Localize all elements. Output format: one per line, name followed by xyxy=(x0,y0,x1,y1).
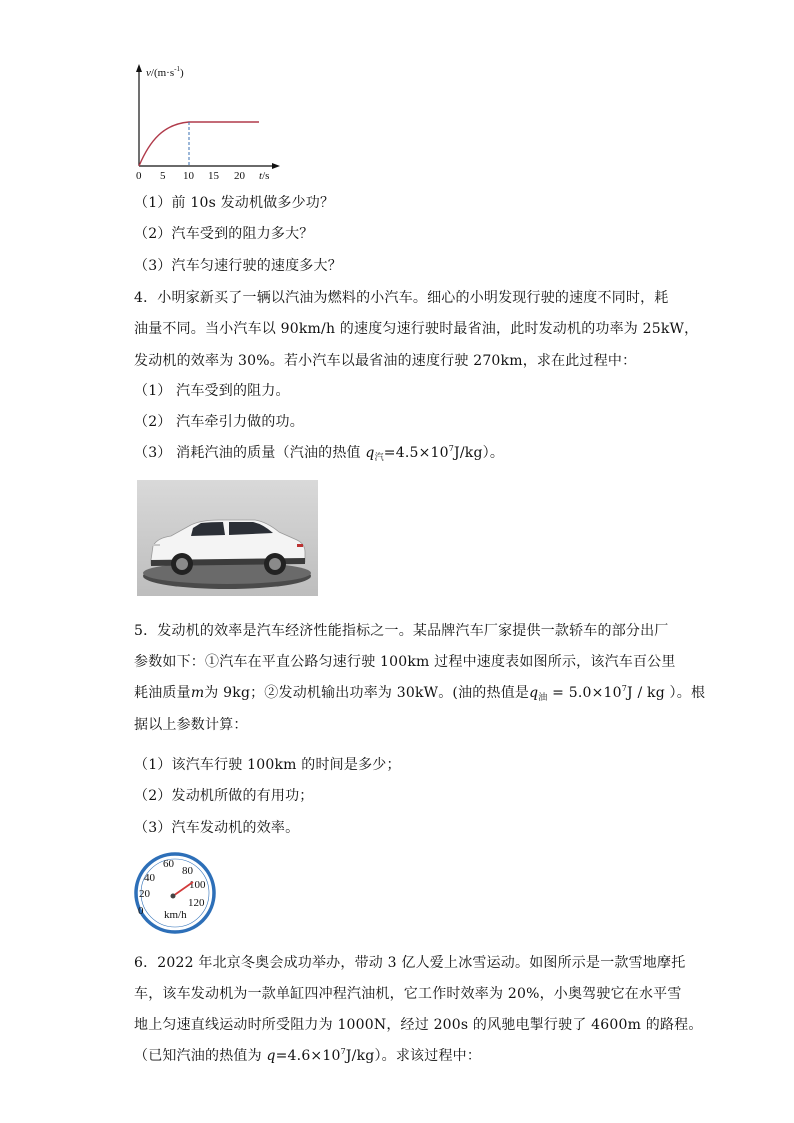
velocity-time-graph xyxy=(126,60,286,185)
speed-label: 100 xyxy=(189,879,206,891)
y-axis-label: $v/(m\cdot s^{-1})$ xyxy=(146,65,184,79)
velocity-curve xyxy=(139,122,259,166)
q3-item-2: （2）汽车受到的阻力多大？ xyxy=(134,226,314,242)
speed-label: 120 xyxy=(188,897,205,909)
q5-stem-line-4: 据以上参数计算： xyxy=(134,717,248,733)
q4-stem-line-2: 油量不同。当小汽车以 90km/h 的速度匀速行驶时最省油，此时发动机的功率为 25kW， xyxy=(134,321,699,337)
q5-stem-line-1: 5．发动机的效率是汽车经济性能指标之一。某品牌汽车厂家提供一款轿车的部分出厂 xyxy=(134,623,669,639)
q4-stem-line-1: 4．小明家新买了一辆以汽油为燃料的小汽车。细心的小明发现行驶的速度不同时，耗 xyxy=(134,290,669,306)
q5-stem-line-3: 耗油质量m为 9kg；②发动机输出功率为 30kW。(油的热值是$q_油 = 5.0\times 10^7J$ / kg ）。根 xyxy=(134,684,706,703)
q5-item-3: （3）汽车发动机的效率。 xyxy=(134,820,300,836)
speed-label: 40 xyxy=(144,872,155,884)
q4-item-2: （2） 汽车牵引力做的功。 xyxy=(134,414,304,430)
car-photo xyxy=(137,480,318,596)
x-tick-label: 10 xyxy=(183,170,194,182)
speedometer xyxy=(133,852,217,934)
speed-label: 60 xyxy=(163,858,174,870)
q5-stem-line-2: 参数如下：①汽车在平直公路匀速行驶 100km 过程中速度表如图所示，该汽车百公里 xyxy=(134,654,676,670)
q4-item-1: （1） 汽车受到的阻力。 xyxy=(134,383,290,399)
q6-stem-line-1: 6．2022 年北京冬奥会成功举办，带动 3 亿人爱上冰雪运动。如图所示是一款雪地摩托 xyxy=(134,955,686,971)
x-tick-label: 5 xyxy=(160,170,166,182)
q5-item-1: （1）该汽车行驶 100km 的时间是多少； xyxy=(134,757,401,773)
q5-item-2: （2）发动机所做的有用功； xyxy=(134,788,314,804)
origin-label: 0 xyxy=(136,170,142,182)
q3-item-1: （1）前 10s 发动机做多少功？ xyxy=(134,195,335,211)
speed-unit-label: km/h xyxy=(164,909,187,921)
x-tick-label: 20 xyxy=(234,170,245,182)
q6-stem-line-2: 车，该车发动机为一款单缸四冲程汽油机，它工作时效率为 20%，小奥驾驶它在水平雪 xyxy=(134,986,682,1002)
speed-label: 80 xyxy=(182,865,193,877)
speed-label: 20 xyxy=(139,888,150,900)
q6-stem-line-3: 地上匀速直线运动时所受阻力为 1000N，经过 200s 的风驰电掣行驶了 4600m 的路程。 xyxy=(134,1017,703,1033)
x-tick-label: 15 xyxy=(208,170,219,182)
x-axis-label: t/s xyxy=(259,170,270,182)
q6-stem-line-4: （已知汽油的热值为 $q=4.6\times 10^7J/kg$）。求该过程中： xyxy=(134,1047,482,1064)
q3-item-3: （3）汽车匀速行驶的速度多大？ xyxy=(134,258,342,274)
speed-label: 0 xyxy=(138,905,144,917)
q4-stem-line-3: 发动机的效率为 30%。若小汽车以最省油的速度行驶 270km，求在此过程中： xyxy=(134,353,637,369)
q4-item-3: （3） 消耗汽油的质量（汽油的热值 $q_汽=4.5\times 10^7J/kg$）。 xyxy=(134,444,505,463)
